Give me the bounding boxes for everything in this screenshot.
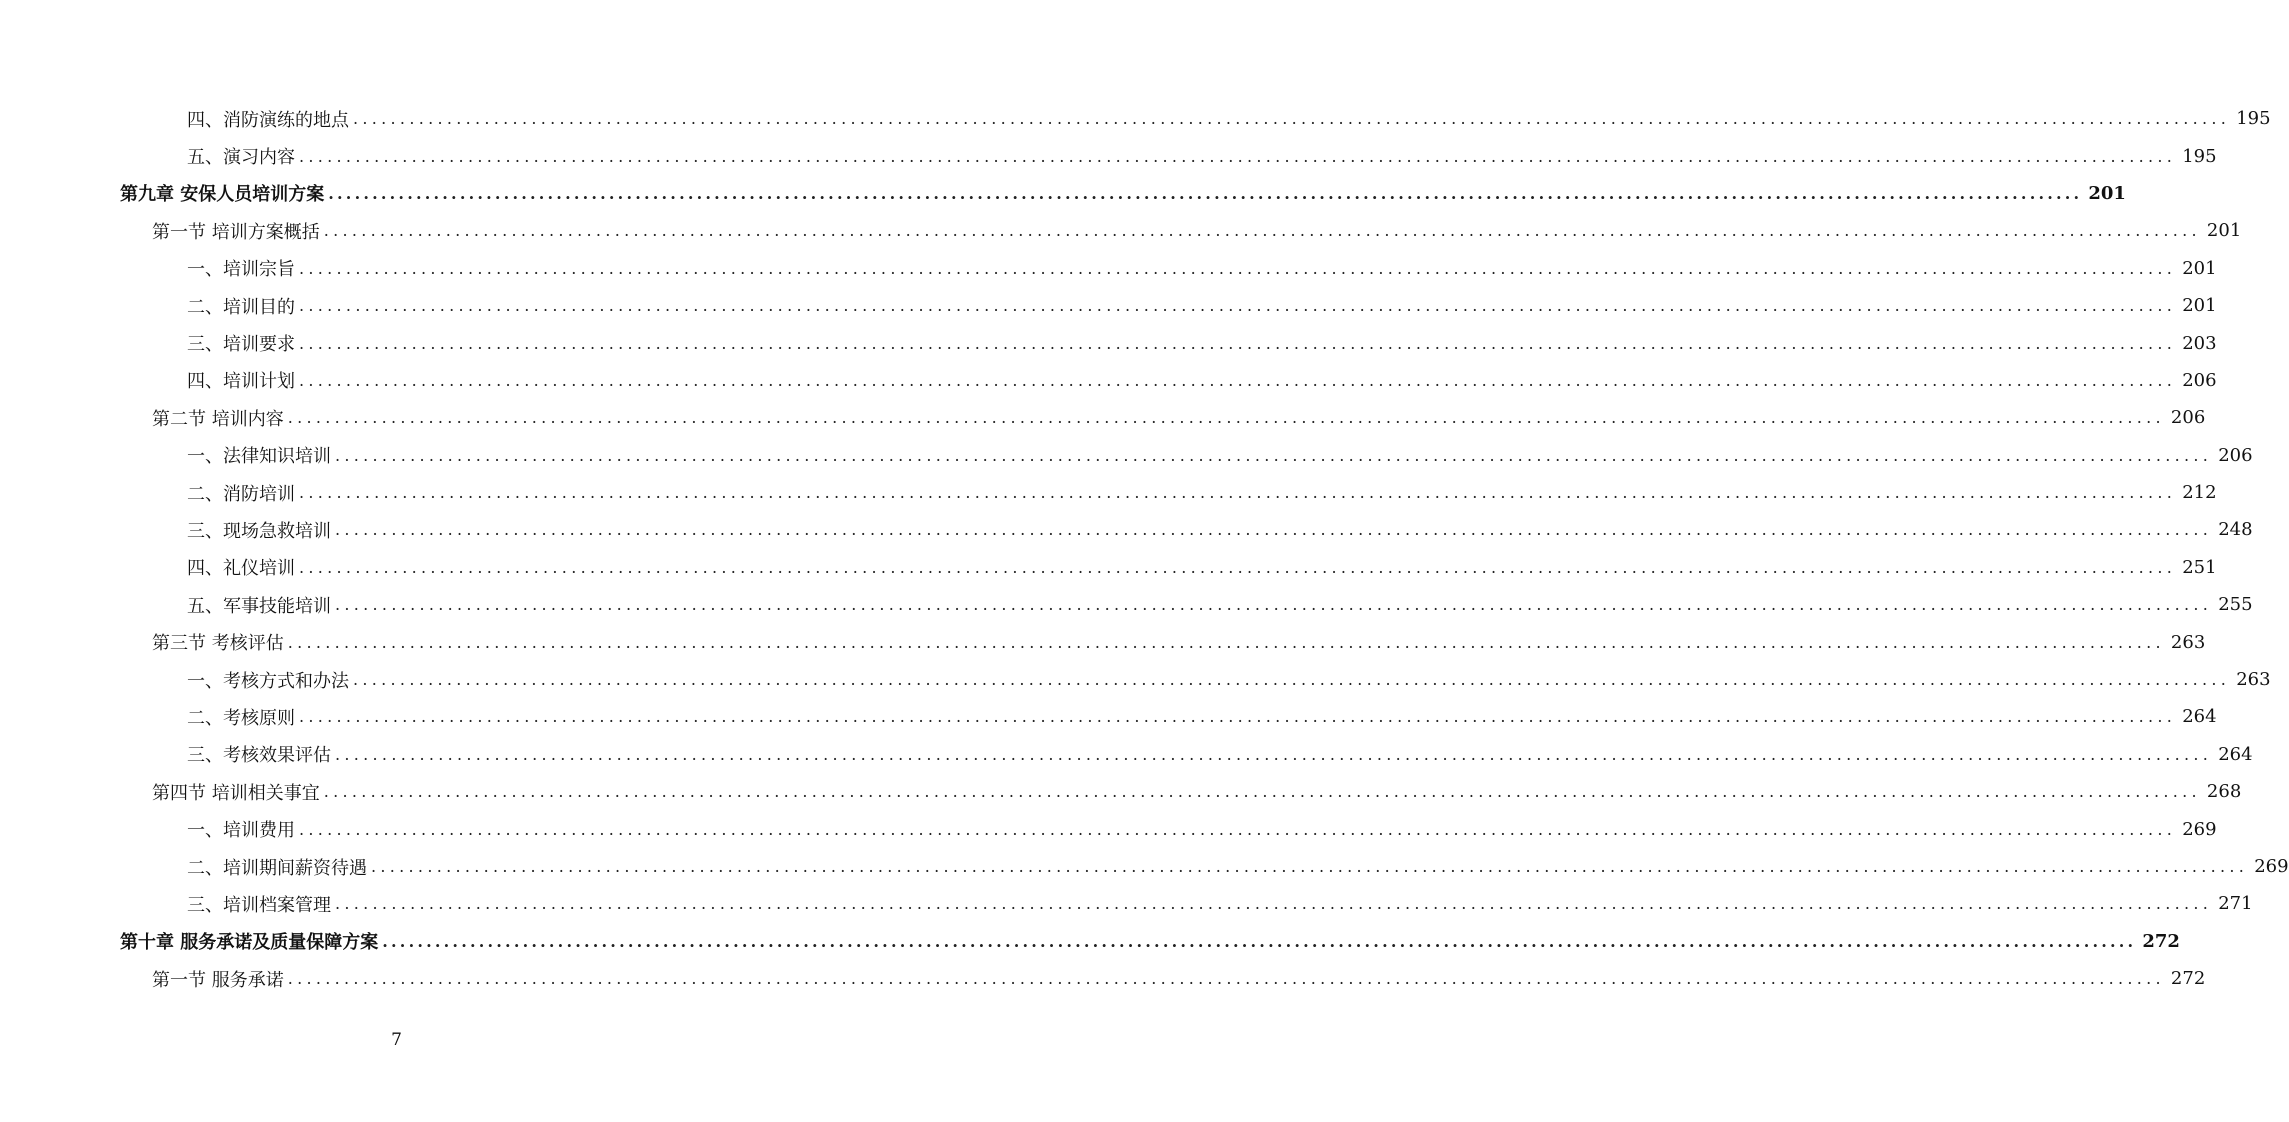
toc-dot-leader: ........................................................................................................................................................................................................ <box>299 707 2177 727</box>
toc-entry-page: 195 <box>2236 108 2271 130</box>
toc-dot-leader: ........................................................................................................................................................................................................ <box>323 221 2201 241</box>
toc-subsection-entry[interactable] <box>0 549 2217 586</box>
toc-dot-leader: ........................................................................................................................................................................................................ <box>287 969 2165 989</box>
toc-entry-page: 201 <box>2206 220 2242 242</box>
toc-subsection-entry[interactable] <box>0 362 2217 399</box>
toc-entry-page: 272 <box>2170 968 2206 990</box>
toc-entry-label: 三、培训要求 <box>187 330 295 356</box>
toc-entry-label: 第三节 考核评估 <box>152 629 284 655</box>
toc-entry-page: 269 <box>2182 818 2217 840</box>
toc-entry-label: 三、现场急救培训 <box>187 517 331 543</box>
toc-dot-leader: ........................................................................................................................................................................................................ <box>328 183 2083 203</box>
toc-section-entry[interactable] <box>0 773 2242 810</box>
toc-section-entry[interactable] <box>0 960 2206 997</box>
toc-dot-leader: ........................................................................................................................................................................................................ <box>335 744 2213 764</box>
toc-dot-leader: ........................................................................................................................................................................................................ <box>371 857 2249 876</box>
toc-dot-leader: ........................................................................................................................................................................................................ <box>299 296 2177 316</box>
toc-entry-label: 四、礼仪培训 <box>187 554 295 580</box>
toc-entry-page: 263 <box>2236 669 2271 691</box>
toc-entry-label: 三、考核效果评估 <box>187 741 331 767</box>
toc-entry-page: 255 <box>2218 594 2253 616</box>
toc-entry-label: 五、演习内容 <box>187 143 295 169</box>
toc-entry-page: 271 <box>2218 893 2253 915</box>
toc-subsection-entry[interactable] <box>0 885 2253 922</box>
toc-entry-page: 206 <box>2182 369 2217 391</box>
toc-entry-page: 201 <box>2182 295 2217 317</box>
toc-section-entry[interactable] <box>0 212 2242 249</box>
toc-subsection-entry[interactable] <box>0 474 2217 511</box>
toc-entry-label: 四、消防演练的地点 <box>187 106 349 132</box>
toc-entry-label: 第九章 安保人员培训方案 <box>120 180 324 206</box>
toc-entry-page: 269 <box>2254 856 2289 877</box>
toc-entry-page: 248 <box>2218 519 2253 541</box>
toc-entry-label: 五、军事技能培训 <box>187 592 331 618</box>
toc-entry-label: 二、培训目的 <box>187 293 295 319</box>
toc-dot-leader: ........................................................................................................................................................................................................ <box>299 483 2177 503</box>
toc-entry-label: 四、培训计划 <box>187 367 295 393</box>
toc-dot-leader: ........................................................................................................................................................................................................ <box>299 370 2177 390</box>
toc-dot-leader: ........................................................................................................................................................................................................ <box>287 408 2165 428</box>
toc-subsection-entry[interactable] <box>0 511 2253 548</box>
toc-entry-label: 三、培训档案管理 <box>187 891 331 917</box>
toc-dot-leader: ........................................................................................................................................................................................................ <box>335 894 2213 914</box>
toc-dot-leader: ........................................................................................................................................................................................................ <box>287 632 2165 652</box>
toc-entry-label: 第一节 培训方案概括 <box>152 218 320 244</box>
page-number: 7 <box>391 1030 402 1050</box>
toc-subsection-entry[interactable] <box>0 810 2217 847</box>
toc-subsection-entry[interactable] <box>0 287 2217 324</box>
toc-chapter-entry[interactable] <box>0 175 2126 212</box>
toc-dot-leader: ........................................................................................................................................................................................................ <box>323 782 2201 802</box>
toc-entry-label: 一、培训宗旨 <box>187 255 295 281</box>
table-of-contents <box>0 100 2289 997</box>
toc-subsection-entry[interactable] <box>0 100 2271 137</box>
toc-dot-leader: ........................................................................................................................................................................................................ <box>299 557 2177 577</box>
toc-chapter-entry[interactable] <box>0 923 2180 960</box>
toc-entry-label: 二、培训期间薪资待遇 <box>187 854 367 880</box>
toc-entry-page: 203 <box>2182 332 2217 354</box>
toc-subsection-entry[interactable] <box>0 736 2253 773</box>
toc-entry-page: 272 <box>2142 930 2180 952</box>
toc-dot-leader: ........................................................................................................................................................................................................ <box>299 333 2177 353</box>
toc-subsection-entry[interactable] <box>0 661 2271 698</box>
toc-dot-leader: ........................................................................................................................................................................................................ <box>335 445 2213 465</box>
toc-dot-leader: ........................................................................................................................................................................................................ <box>382 931 2137 951</box>
toc-entry-page: 206 <box>2218 444 2253 466</box>
toc-entry-page: 264 <box>2182 706 2217 728</box>
toc-section-entry[interactable] <box>0 399 2206 436</box>
toc-entry-label: 二、考核原则 <box>187 704 295 730</box>
toc-entry-label: 第二节 培训内容 <box>152 405 284 431</box>
toc-dot-leader: ........................................................................................................................................................................................................ <box>335 595 2213 615</box>
toc-entry-page: 206 <box>2170 407 2206 429</box>
toc-entry-page: 195 <box>2182 145 2217 167</box>
toc-entry-label: 一、法律知识培训 <box>187 442 331 468</box>
toc-entry-label: 第十章 服务承诺及质量保障方案 <box>120 928 378 954</box>
toc-dot-leader: ........................................................................................................................................................................................................ <box>353 109 2231 129</box>
toc-subsection-entry[interactable] <box>0 250 2217 287</box>
toc-subsection-entry[interactable] <box>0 137 2217 174</box>
toc-dot-leader: ........................................................................................................................................................................................................ <box>299 146 2177 166</box>
toc-section-entry[interactable] <box>0 623 2206 660</box>
toc-entry-page: 201 <box>2088 182 2126 204</box>
toc-entry-label: 一、培训费用 <box>187 816 295 842</box>
toc-entry-page: 201 <box>2182 257 2217 279</box>
toc-entry-label: 二、消防培训 <box>187 480 295 506</box>
toc-entry-label: 一、考核方式和办法 <box>187 667 349 693</box>
toc-subsection-entry[interactable] <box>0 698 2217 735</box>
toc-subsection-entry[interactable] <box>0 437 2253 474</box>
toc-entry-page: 264 <box>2218 743 2253 765</box>
toc-entry-label: 第四节 培训相关事宜 <box>152 779 320 805</box>
toc-entry-page: 212 <box>2182 482 2217 504</box>
toc-entry-page: 251 <box>2182 556 2217 578</box>
toc-subsection-entry[interactable] <box>0 586 2253 623</box>
toc-dot-leader: ........................................................................................................................................................................................................ <box>299 819 2177 839</box>
toc-subsection-entry[interactable] <box>0 848 2289 885</box>
toc-entry-page: 263 <box>2170 631 2206 653</box>
toc-dot-leader: ........................................................................................................................................................................................................ <box>299 258 2177 278</box>
toc-entry-page: 268 <box>2206 781 2242 803</box>
toc-dot-leader: ........................................................................................................................................................................................................ <box>353 670 2231 690</box>
toc-dot-leader: ........................................................................................................................................................................................................ <box>335 520 2213 540</box>
toc-subsection-entry[interactable] <box>0 324 2217 361</box>
toc-entry-label: 第一节 服务承诺 <box>152 966 284 992</box>
